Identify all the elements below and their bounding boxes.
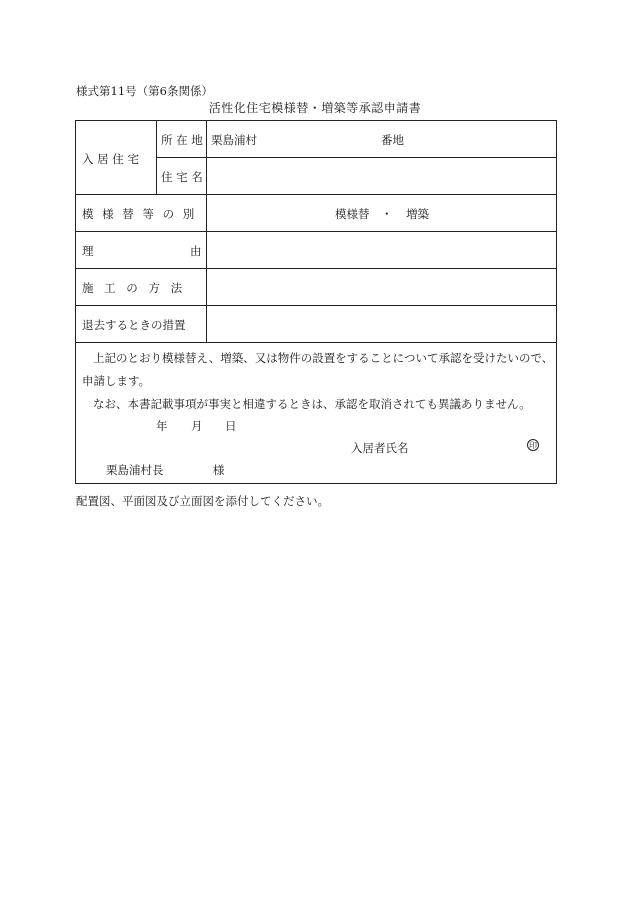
addressee: 栗島浦村長 [106,463,164,477]
type-label: 模 様 替 等 の 別 [82,207,197,221]
row-divider [76,231,557,232]
row-divider [76,305,557,306]
row-divider [156,157,557,158]
location-prefix[interactable]: 栗島浦村 [211,133,257,147]
honorific: 様 [213,463,225,477]
declaration-line-1: 上記のとおり模様替え、増築、又は物件の設置をすることについて承認を受けたいので、 [93,351,554,365]
column-divider [206,121,207,342]
type-option-remodel[interactable]: 模様替 [335,207,370,221]
housing-name-label: 住 宅 名 [161,170,203,184]
type-option-extension[interactable]: 増築 [406,207,429,221]
date-year[interactable]: 年 [156,419,168,433]
form-number: 様式第11号（第6条関係） [76,84,213,98]
column-divider [156,121,157,194]
attachment-note: 配置図、平面図及び立面図を添付してください。 [76,494,329,508]
date-month[interactable]: 月 [191,419,203,433]
declaration-line-3: なお、本書記載事項が事実と相違するときは、承認を取消されても異議ありません。 [93,397,531,411]
row-divider [76,268,557,269]
reason-label-end: 由 [190,244,202,258]
leave-measures-label: 退去するときの措置 [82,318,186,332]
declaration-line-2: 申請します。 [82,374,151,388]
location-label: 所 在 地 [161,133,203,147]
reason-label-start: 理 [82,244,94,258]
application-table [75,120,557,484]
seal-icon: 印 [529,441,537,450]
location-suffix: 番地 [381,133,404,147]
construction-method-label: 施 工 の 方 法 [82,281,186,295]
type-separator: ・ [381,207,393,221]
resident-housing-label: 入 居 住 宅 [82,152,139,166]
document-title: 活性化住宅模様替・増築等承認申請書 [208,101,422,115]
row-divider [76,194,557,195]
row-divider [76,342,557,343]
date-day[interactable]: 日 [225,419,237,433]
applicant-name-label: 入居者氏名 [351,441,409,455]
